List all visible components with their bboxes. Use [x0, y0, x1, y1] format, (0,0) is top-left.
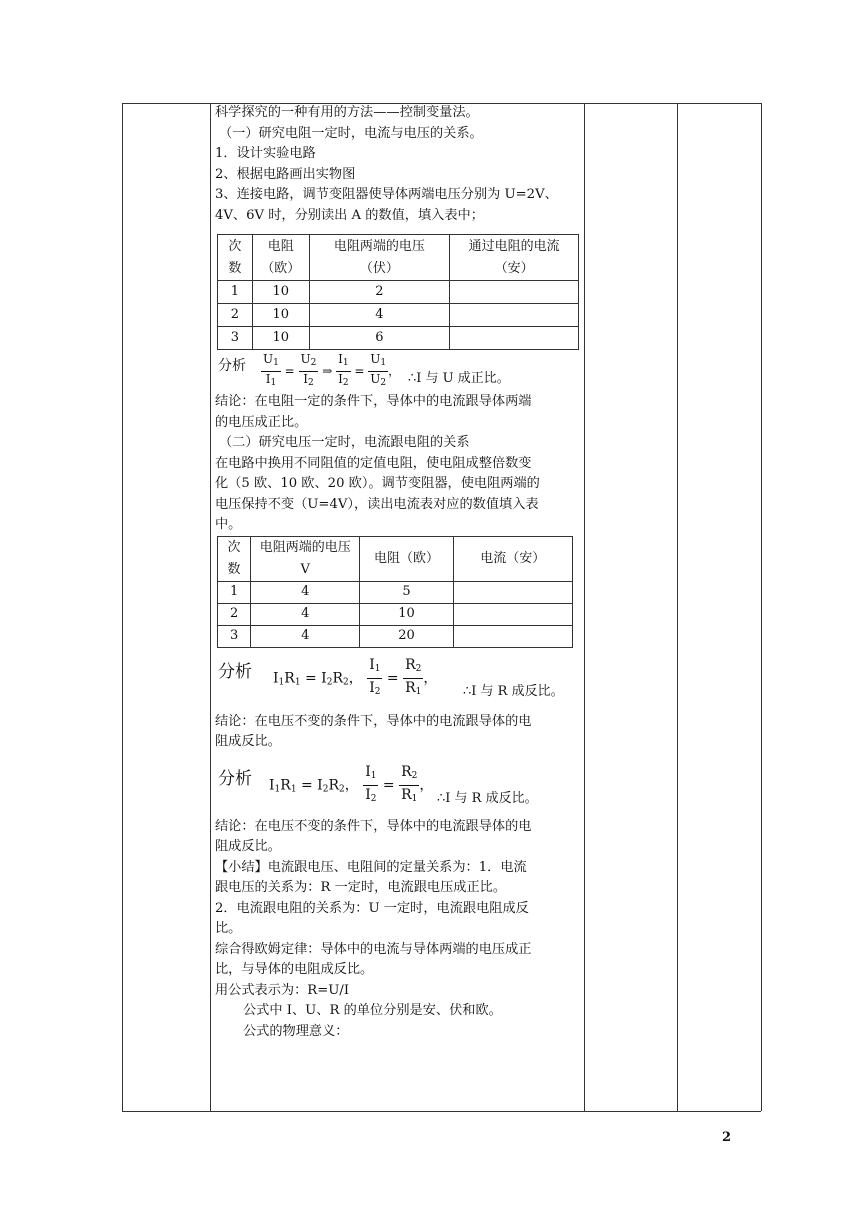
part2-title: （二）研究电压一定时，电流跟电阻的关系: [219, 435, 470, 450]
analysis-block-1: [215, 350, 581, 392]
table-border-col3: [677, 103, 678, 1111]
summary-line: 比。: [215, 921, 242, 936]
page-number: 2: [722, 1130, 732, 1145]
table-row: [218, 625, 573, 647]
table-border-right: [761, 103, 762, 1111]
step-2: 2、根据电路画出实物图: [215, 166, 356, 182]
analysis-formula-1: $\frac{U_1}{I_1}$ = $\frac{U_2}{I_2}$ ⇒ $\frac{I_1}{I_2}$ = $\frac{U_1}{U_2}$ ，: [263, 352, 401, 388]
table-bottom-border: [122, 1111, 761, 1112]
table-cell: [453, 625, 572, 647]
table-border-left: [122, 103, 123, 1111]
table-border-col2: [584, 103, 585, 1111]
summary-line: 2．电流跟电阻的关系为：U 一定时，电流跟电阻成反: [215, 900, 529, 916]
table1-header-count: 次数: [218, 235, 253, 281]
table-cell: 1: [218, 281, 253, 304]
part2-desc-line: 中。: [215, 517, 242, 532]
analysis-conclusion-2: ∴I 与 R 成反比。: [463, 683, 564, 699]
analysis-conclusion-1: ∴I 与 U 成正比。: [408, 371, 510, 386]
table-row: [218, 304, 579, 327]
table2-header-voltage: 电阻两端的电压V: [251, 536, 360, 581]
summary-line: 综合得欧姆定律：导体中的电流与导体两端的电压成正: [215, 941, 532, 957]
analysis-block-3: [215, 753, 581, 817]
table-cell: 2: [218, 603, 251, 625]
table-cell: [450, 327, 579, 350]
table-row: [218, 581, 573, 603]
intro-line: 科学探究的一种有用的方法——控制变量法。: [215, 105, 479, 120]
table-row: [218, 327, 579, 350]
table-cell: [453, 581, 572, 603]
table-voltage-current: [217, 234, 579, 350]
conclusion-1-line2: 的电压成正比。: [215, 414, 308, 430]
formula-meaning: 公式的物理意义：: [243, 1023, 349, 1039]
table-cell: 6: [309, 327, 450, 350]
table-cell: 3: [218, 625, 251, 647]
table-cell: 10: [360, 603, 453, 625]
conclusion-3-line2: 阻成反比。: [215, 839, 281, 854]
table1-header-resistance: 电阻（欧）: [252, 235, 309, 281]
table-cell: 4: [251, 581, 360, 603]
table-cell: 10: [252, 281, 309, 304]
analysis-formula-2: $I_1R_1 = I_2R_2$， $\frac{I_1}{I_2}$ = $\frac{R_2}{R_1}$ ，: [273, 656, 438, 697]
table-cell: 4: [251, 625, 360, 647]
table-cell: [450, 304, 579, 327]
table-cell: 5: [360, 581, 453, 603]
analysis-label: 分析: [218, 661, 252, 682]
summary-line: 比，与导体的电阻成反比。: [215, 962, 374, 977]
table-row: [218, 281, 579, 304]
table-row: [218, 603, 573, 625]
step-1: 1．设计实验电路: [215, 146, 316, 161]
table-cell: 1: [218, 581, 251, 603]
part2-desc-line: 化（5 欧、10 欧、20 欧）。调节变阻器，使电阻两端的: [215, 476, 540, 491]
table2-header-current: 电流（安）: [453, 536, 572, 581]
table-cell: 3: [218, 327, 253, 350]
table-cell: 2: [309, 281, 450, 304]
table1-header-voltage: 电阻两端的电压（伏）: [309, 235, 450, 281]
table-cell: [453, 603, 572, 625]
summary-line: 跟电压的关系为：R 一定时，电流跟电压成正比。: [215, 880, 507, 895]
conclusion-2-line1: 结论：在电压不变的条件下，导体中的电流跟导体的电: [215, 713, 532, 729]
table-cell: 10: [252, 304, 309, 327]
conclusion-1-line1: 结论：在电阻一定的条件下，导体中的电流跟导体两端: [215, 394, 532, 409]
analysis-block-2: [215, 648, 581, 712]
table-resistance-current: [217, 536, 573, 648]
part2-desc-line: 电压保持不变（U=4V），读出电流表对应的数值填入表: [215, 496, 539, 512]
table1-header-current: 通过电阻的电流（安）: [450, 235, 579, 281]
step-3-line2: 4V、6V 时，分别读出 A 的数值，填入表中；: [215, 207, 484, 223]
analysis-conclusion-3: ∴I 与 R 成反比。: [437, 790, 538, 806]
table-cell: 2: [218, 304, 253, 327]
table-cell: 20: [360, 625, 453, 647]
analysis-formula-3: $I_1R_1 = I_2R_2$， $\frac{I_1}{I_2}$ = $\frac{R_2}{R_1}$ ，: [269, 763, 434, 804]
table-cell: 4: [309, 304, 450, 327]
conclusion-3-line1: 结论：在电压不变的条件下，导体中的电流跟导体的电: [215, 818, 532, 834]
analysis-label: 分析: [218, 358, 246, 374]
analysis-label: 分析: [218, 768, 252, 789]
conclusion-2-line2: 阻成反比。: [215, 734, 281, 749]
lesson-content: [215, 103, 581, 1042]
table-cell: [450, 281, 579, 304]
summary-line: 【小结】电流跟电压、电阻间的定量关系为：1．电流: [215, 859, 527, 875]
part1-title: （一）研究电阻一定时，电流与电压的关系。: [219, 125, 483, 141]
table-border-col1: [210, 103, 211, 1111]
table2-header-count: 次数: [218, 536, 251, 581]
table2-header-resistance: 电阻（欧）: [360, 536, 453, 581]
table-cell: 4: [251, 603, 360, 625]
formula-units: 公式中 I、U、R 的单位分别是安、伏和欧。: [243, 1003, 502, 1018]
part2-desc-line: 在电路中换用不同阻值的定值电阻，使电阻成整倍数变: [215, 455, 532, 471]
step-3-line1: 3、连接电路，调节变阻器使导体两端电压分别为 U=2V、: [215, 187, 558, 202]
table-cell: 10: [252, 327, 309, 350]
summary-line: 用公式表示为：R=U/I: [215, 982, 350, 998]
